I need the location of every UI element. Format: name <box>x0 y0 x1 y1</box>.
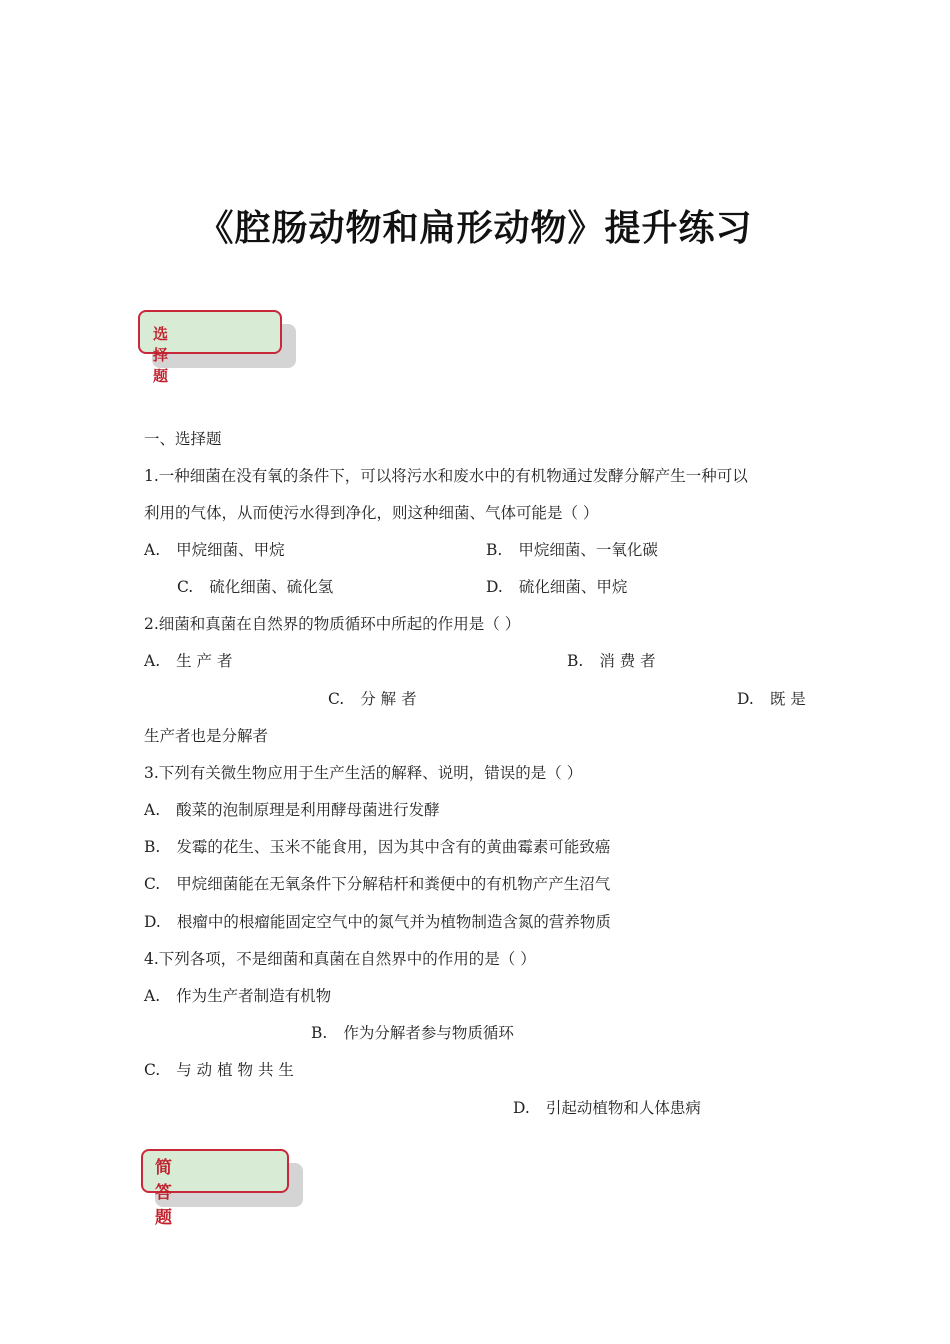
option-text: 分 解 者 <box>360 690 417 708</box>
option-letter: A. <box>144 987 161 1005</box>
question-3-option-b <box>144 835 610 857</box>
option-letter: C. <box>144 1061 161 1079</box>
section-heading: 一、选择题 <box>144 430 222 448</box>
option-text: 作为生产者制造有机物 <box>176 987 332 1005</box>
question-1-stem-line1: 1.一种细菌在没有氧的条件下，可以将污水和废水中的有机物通过发酵分解产生一种可以 <box>144 467 748 485</box>
option-text: 酸菜的泡制原理是利用酵母菌进行发酵 <box>176 801 440 819</box>
option-text: 根瘤中的根瘤能固定空气中的氮气并为植物制造含氮的营养物质 <box>176 913 611 931</box>
option-letter: C. <box>328 690 345 708</box>
option-letter: B. <box>311 1024 328 1042</box>
question-4-option-b <box>311 1021 514 1043</box>
option-text: 发霉的花生、玉米不能食用，因为其中含有的黄曲霉素可能致癌 <box>176 838 611 856</box>
option-letter: A. <box>144 541 161 559</box>
question-1-stem-line2: 利用的气体，从而使污水得到净化，则这种细菌、气体可能是（ ） <box>144 504 599 522</box>
option-text: 与 动 植 物 共 生 <box>176 1061 294 1079</box>
option-text: 作为分解者参与物质循环 <box>343 1024 514 1042</box>
document-title: 《腔肠动物和扁形动物》提升练习 <box>197 208 753 249</box>
question-3-option-a <box>144 798 440 820</box>
question-2-option-a <box>144 649 232 671</box>
option-letter: B. <box>486 541 503 559</box>
question-3-option-d <box>144 910 611 932</box>
option-letter: B. <box>144 838 161 856</box>
option-text: 硫化细菌、甲烷 <box>518 578 628 596</box>
option-letter: D. <box>737 690 754 708</box>
option-letter: B. <box>567 652 584 670</box>
question-3-option-c <box>144 872 610 894</box>
option-letter: A. <box>144 652 161 670</box>
option-letter: C. <box>177 578 194 596</box>
question-1-option-d <box>486 575 627 597</box>
question-1-option-a <box>144 538 285 560</box>
option-text: 消 费 者 <box>599 652 656 670</box>
question-2-option-b <box>567 649 656 671</box>
question-4-option-d <box>513 1096 701 1118</box>
option-letter: A. <box>144 801 161 819</box>
option-text: 甲烷细菌能在无氧条件下分解秸杆和粪便中的有机物产产生沼气 <box>176 875 611 893</box>
option-text: 甲烷细菌、一氧化碳 <box>518 541 658 559</box>
option-text: 硫化细菌、硫化氢 <box>209 578 334 596</box>
option-text: 生 产 者 <box>176 652 233 670</box>
option-text: 既 是 <box>769 690 806 708</box>
question-4-stem: 4.下列各项，不是细菌和真菌在自然界中的作用的是（ ） <box>144 950 536 968</box>
question-1-option-c <box>177 575 333 597</box>
question-2-option-d <box>737 687 806 709</box>
question-2-stem: 2.细菌和真菌在自然界的物质循环中所起的作用是（ ） <box>144 615 521 633</box>
question-4-option-c <box>144 1058 294 1080</box>
option-letter: D. <box>486 578 503 596</box>
section-tag-choice-label: 选择题 <box>153 325 169 385</box>
option-letter: C. <box>144 875 161 893</box>
question-2-option-d-continuation: 生产者也是分解者 <box>144 727 269 745</box>
question-1-option-b <box>486 538 658 560</box>
section-tag-short-answer-label: 简答题 <box>155 1158 172 1228</box>
option-letter: D. <box>144 913 161 931</box>
question-4-option-a <box>144 984 331 1006</box>
option-text: 引起动植物和人体患病 <box>545 1099 701 1117</box>
question-3-stem: 3.下列有关微生物应用于生产生活的解释、说明，错误的是（ ） <box>144 764 583 782</box>
option-text: 甲烷细菌、甲烷 <box>176 541 285 559</box>
option-letter: D. <box>513 1099 530 1117</box>
question-2-option-c <box>328 687 417 709</box>
